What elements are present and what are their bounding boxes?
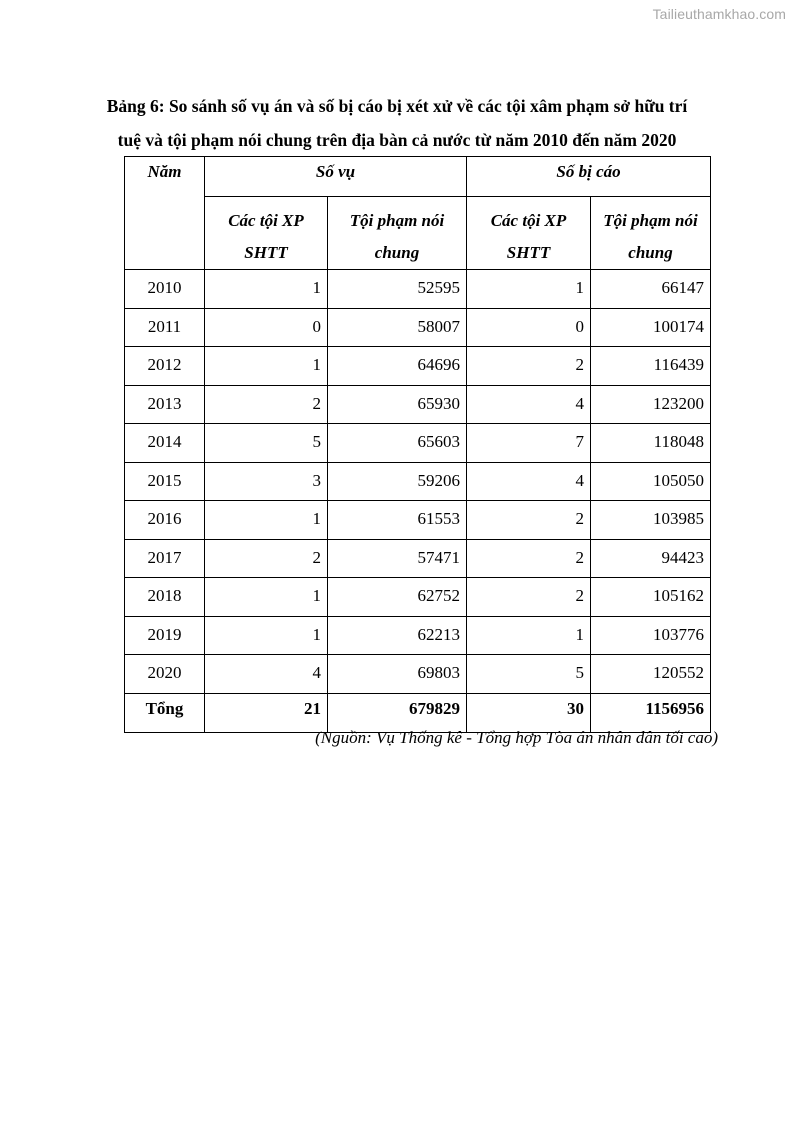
sub-header-line: Tội phạm nói [603, 211, 698, 230]
cell-cases-general: 61553 [328, 501, 467, 540]
sub-header-line: SHTT [244, 243, 288, 262]
cell-year: 2018 [125, 578, 205, 617]
cell-cases-ip: 0 [205, 308, 328, 347]
table-row [125, 655, 711, 694]
sub-header-line: Các tội XP [490, 211, 567, 230]
table-row [125, 501, 711, 540]
total-label: Tổng [125, 693, 205, 732]
table-row [125, 578, 711, 617]
cell-cases-ip: 1 [205, 270, 328, 309]
cell-year: 2011 [125, 308, 205, 347]
cell-defendants-general: 103776 [591, 616, 711, 655]
cell-defendants-ip: 2 [467, 539, 591, 578]
watermark: Tailieuthamkhao.com [652, 6, 786, 22]
table-row [125, 385, 711, 424]
cell-defendants-ip: 1 [467, 270, 591, 309]
cell-defendants-ip: 2 [467, 347, 591, 386]
cell-year: 2020 [125, 655, 205, 694]
sub-header-line: Tội phạm nói [349, 211, 445, 230]
cell-year: 2013 [125, 385, 205, 424]
cell-year: 2010 [125, 270, 205, 309]
cell-cases-ip: 5 [205, 424, 328, 463]
total-defendants-general: 1156956 [591, 693, 711, 732]
cell-cases-general: 62213 [328, 616, 467, 655]
table-row [125, 462, 711, 501]
cell-defendants-general: 120552 [591, 655, 711, 694]
cell-cases-ip: 1 [205, 501, 328, 540]
table-title-line-1: Bảng 6: So sánh số vụ án và số bị cáo bị xét xử về các tội xâm phạm sở hữu trí [106, 96, 688, 116]
cell-defendants-ip: 1 [467, 616, 591, 655]
cell-cases-general: 69803 [328, 655, 467, 694]
cell-defendants-ip: 2 [467, 578, 591, 617]
cell-cases-general: 65930 [328, 385, 467, 424]
cell-defendants-general: 123200 [591, 385, 711, 424]
cell-year: 2015 [125, 462, 205, 501]
cell-cases-ip: 3 [205, 462, 328, 501]
table-row [125, 347, 711, 386]
cell-cases-ip: 1 [205, 616, 328, 655]
cell-cases-general: 62752 [328, 578, 467, 617]
cell-year: 2014 [125, 424, 205, 463]
group-header-cases: Số vụ [205, 157, 467, 197]
cell-defendants-general: 105050 [591, 462, 711, 501]
table-row [125, 539, 711, 578]
sub-header-line: chung [374, 243, 420, 262]
cell-year: 2016 [125, 501, 205, 540]
group-header-defendants: Số bị cáo [467, 157, 711, 197]
total-defendants-ip: 30 [467, 693, 591, 732]
table-row [125, 270, 711, 309]
sub-header-cases-general [328, 197, 467, 270]
statistics-table [124, 156, 711, 733]
total-row [125, 693, 711, 732]
cell-defendants-general: 103985 [591, 501, 711, 540]
cell-defendants-general: 66147 [591, 270, 711, 309]
sub-header-defendants-general [591, 197, 711, 270]
cell-defendants-general: 118048 [591, 424, 711, 463]
cell-defendants-ip: 0 [467, 308, 591, 347]
total-cases-ip: 21 [205, 693, 328, 732]
cell-year: 2017 [125, 539, 205, 578]
table-row [125, 616, 711, 655]
cell-year: 2019 [125, 616, 205, 655]
cell-cases-ip: 2 [205, 385, 328, 424]
cell-defendants-ip: 2 [467, 501, 591, 540]
year-header: Năm [125, 157, 205, 270]
cell-cases-general: 52595 [328, 270, 467, 309]
header-row-sub [125, 197, 711, 270]
cell-cases-ip: 1 [205, 347, 328, 386]
cell-cases-general: 57471 [328, 539, 467, 578]
cell-cases-general: 65603 [328, 424, 467, 463]
source-note: (Nguồn: Vụ Thống kê - Tổng hợp Tòa án nhân dân tối cao) [315, 728, 718, 747]
cell-cases-ip: 2 [205, 539, 328, 578]
table-row [125, 424, 711, 463]
sub-header-line: Các tội XP [228, 211, 304, 230]
total-cases-general: 679829 [328, 693, 467, 732]
header-row-groups [125, 157, 711, 197]
sub-header-cases-ip [205, 197, 328, 270]
cell-cases-general: 59206 [328, 462, 467, 501]
cell-defendants-ip: 5 [467, 655, 591, 694]
cell-defendants-general: 116439 [591, 347, 711, 386]
cell-defendants-general: 105162 [591, 578, 711, 617]
cell-defendants-ip: 4 [467, 385, 591, 424]
cell-defendants-ip: 4 [467, 462, 591, 501]
cell-defendants-general: 100174 [591, 308, 711, 347]
table-title-line-2: tuệ và tội phạm nói chung trên địa bàn cả nước từ năm 2010 đến năm 2020 [117, 130, 677, 150]
cell-cases-general: 58007 [328, 308, 467, 347]
sub-header-line: SHTT [506, 243, 551, 262]
table-row [125, 308, 711, 347]
cell-cases-general: 64696 [328, 347, 467, 386]
cell-year: 2012 [125, 347, 205, 386]
cell-defendants-general: 94423 [591, 539, 711, 578]
sub-header-line: chung [628, 243, 673, 262]
cell-cases-ip: 4 [205, 655, 328, 694]
cell-defendants-ip: 7 [467, 424, 591, 463]
cell-cases-ip: 1 [205, 578, 328, 617]
sub-header-defendants-ip [467, 197, 591, 270]
